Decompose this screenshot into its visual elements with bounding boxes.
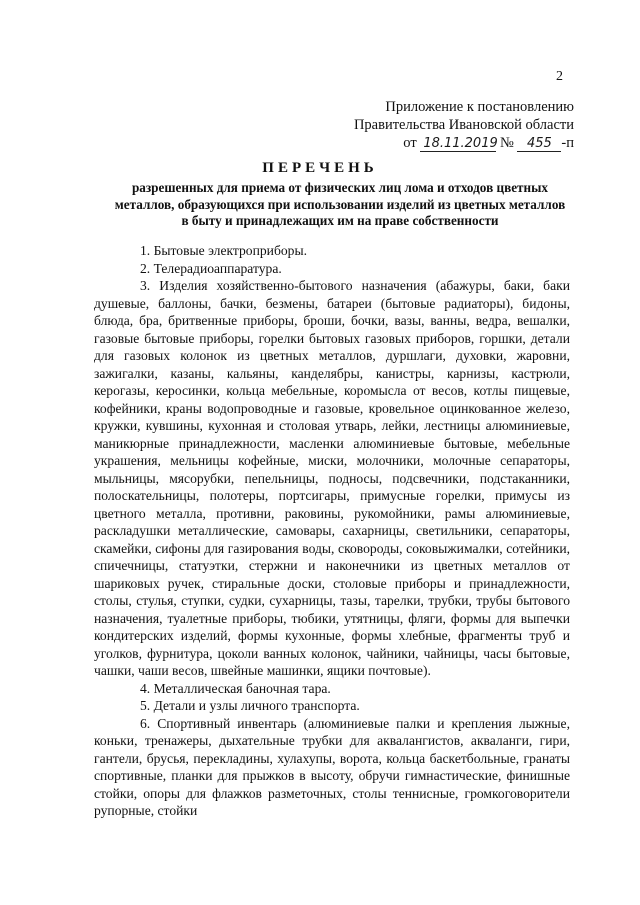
list-item: 5. Детали и узлы личного транспорта. [140,698,360,713]
document-subtitle: разрешенных для приема от физических лиц лома и отходов цветных металлов, образующихся при использовании изделий из цветных металлов в быту и принадлежащих им на праве собственности [114,180,566,228]
list-item: 1. Бытовые электроприборы. [140,243,307,258]
date-prefix: от [403,135,417,151]
page-number: 2 [556,69,563,84]
items-list [94,242,570,820]
annex-line-government: Правительства Ивановской области [353,117,574,133]
annex-line-resolution: Приложение к постановлению [385,99,574,115]
list-item: 2. Телерадиоаппаратура. [140,260,282,276]
list-item: 3. Изделия хозяйственно-бытового назначения (абажуры, баки, баки душевые, баллоны, бачки, безмены, батареи (бытовые радиаторы), бидоны, блюда, бра, бритвенные приборы, броши, бочки, вазы, ванны, ведра, вешалки, газовые бытовые приборы, горелки бытовых газовых приборов, горшки, детали для газовых колонок из цветных металлов, дуршлаги, духовки, жаровни, зажигалки, казаны, кальяны, канделябры, канистры, карнизы, кастрюли, керогазы, керосинки, кольца мебельные, коромысла от весов, котлы пищевые, кофейники, краны водопроводные и газовые, кровельное оцинкованное железо, кружки, кувшины, кухонная и столовая утварь, лейки, лестницы алюминиевые, маникюрные принадлежности, масленки алюминиевые бытовые, мебельные украшения, мельницы кофейные, миски, молочники, молочные сепараторы, мыльницы, мясорубки, пепельницы, подносы, подсвечники, подстаканники, полоскательницы, полотеры, портсигары, примусные горелки, примусы из цветного металла, противни, раковины, рукомойники, рамы алюминиевые, раскладушки металлические, самовары, сахарницы, светильники, сепараторы, скамейки, сифоны для газирования воды, сковороды, соковыжималки, сотейники, спичечницы, статуэтки, стержни и наконечники из цветных металлов от шариковых ручек, стиральные доски, столовые приборы и принадлежности, столы, стулья, ступки, судки, сухарницы, тазы, тарелки, трубки, трубы бытового назначения, туалетные приборы, тюбики, утятницы, фляги, формы для выпечки кондитерских изделий, формы кухонные, формы хлебные, фрагменты труб и уголков, фурнитура, цоколи ванных колонок, чайники, чайницы, часы бытовые, чашки, чаши весов, швейные машинки, ящики почтовые). [94,278,570,678]
document-title: ПЕРЕЧЕНЬ [262,160,378,176]
list-item: 6. Спортивный инвентарь (алюминиевые палки и крепления лыжные, коньки, тренажеры, дыхательные трубки для аквалангистов, акваланги, гири, гантели, брусья, перекладины, хулахупы, ворота, кольца баскетбольные, гранаты спортивные, планки для прыжков в высоту, обручи гимнастические, финишные стойки, опоры для флажков разметочных, столы теннисные, громкоговорители рупорные, стойки [94,715,570,818]
handwritten-number: 455 [517,137,561,152]
annex-date-number-line [314,134,574,152]
annex-block [314,98,574,152]
number-prefix: № [499,135,514,151]
handwritten-date: 18.11.2019 [420,137,496,152]
list-item: 4. Металлическая баночная тара. [140,680,331,696]
number-suffix: -п [561,135,574,151]
